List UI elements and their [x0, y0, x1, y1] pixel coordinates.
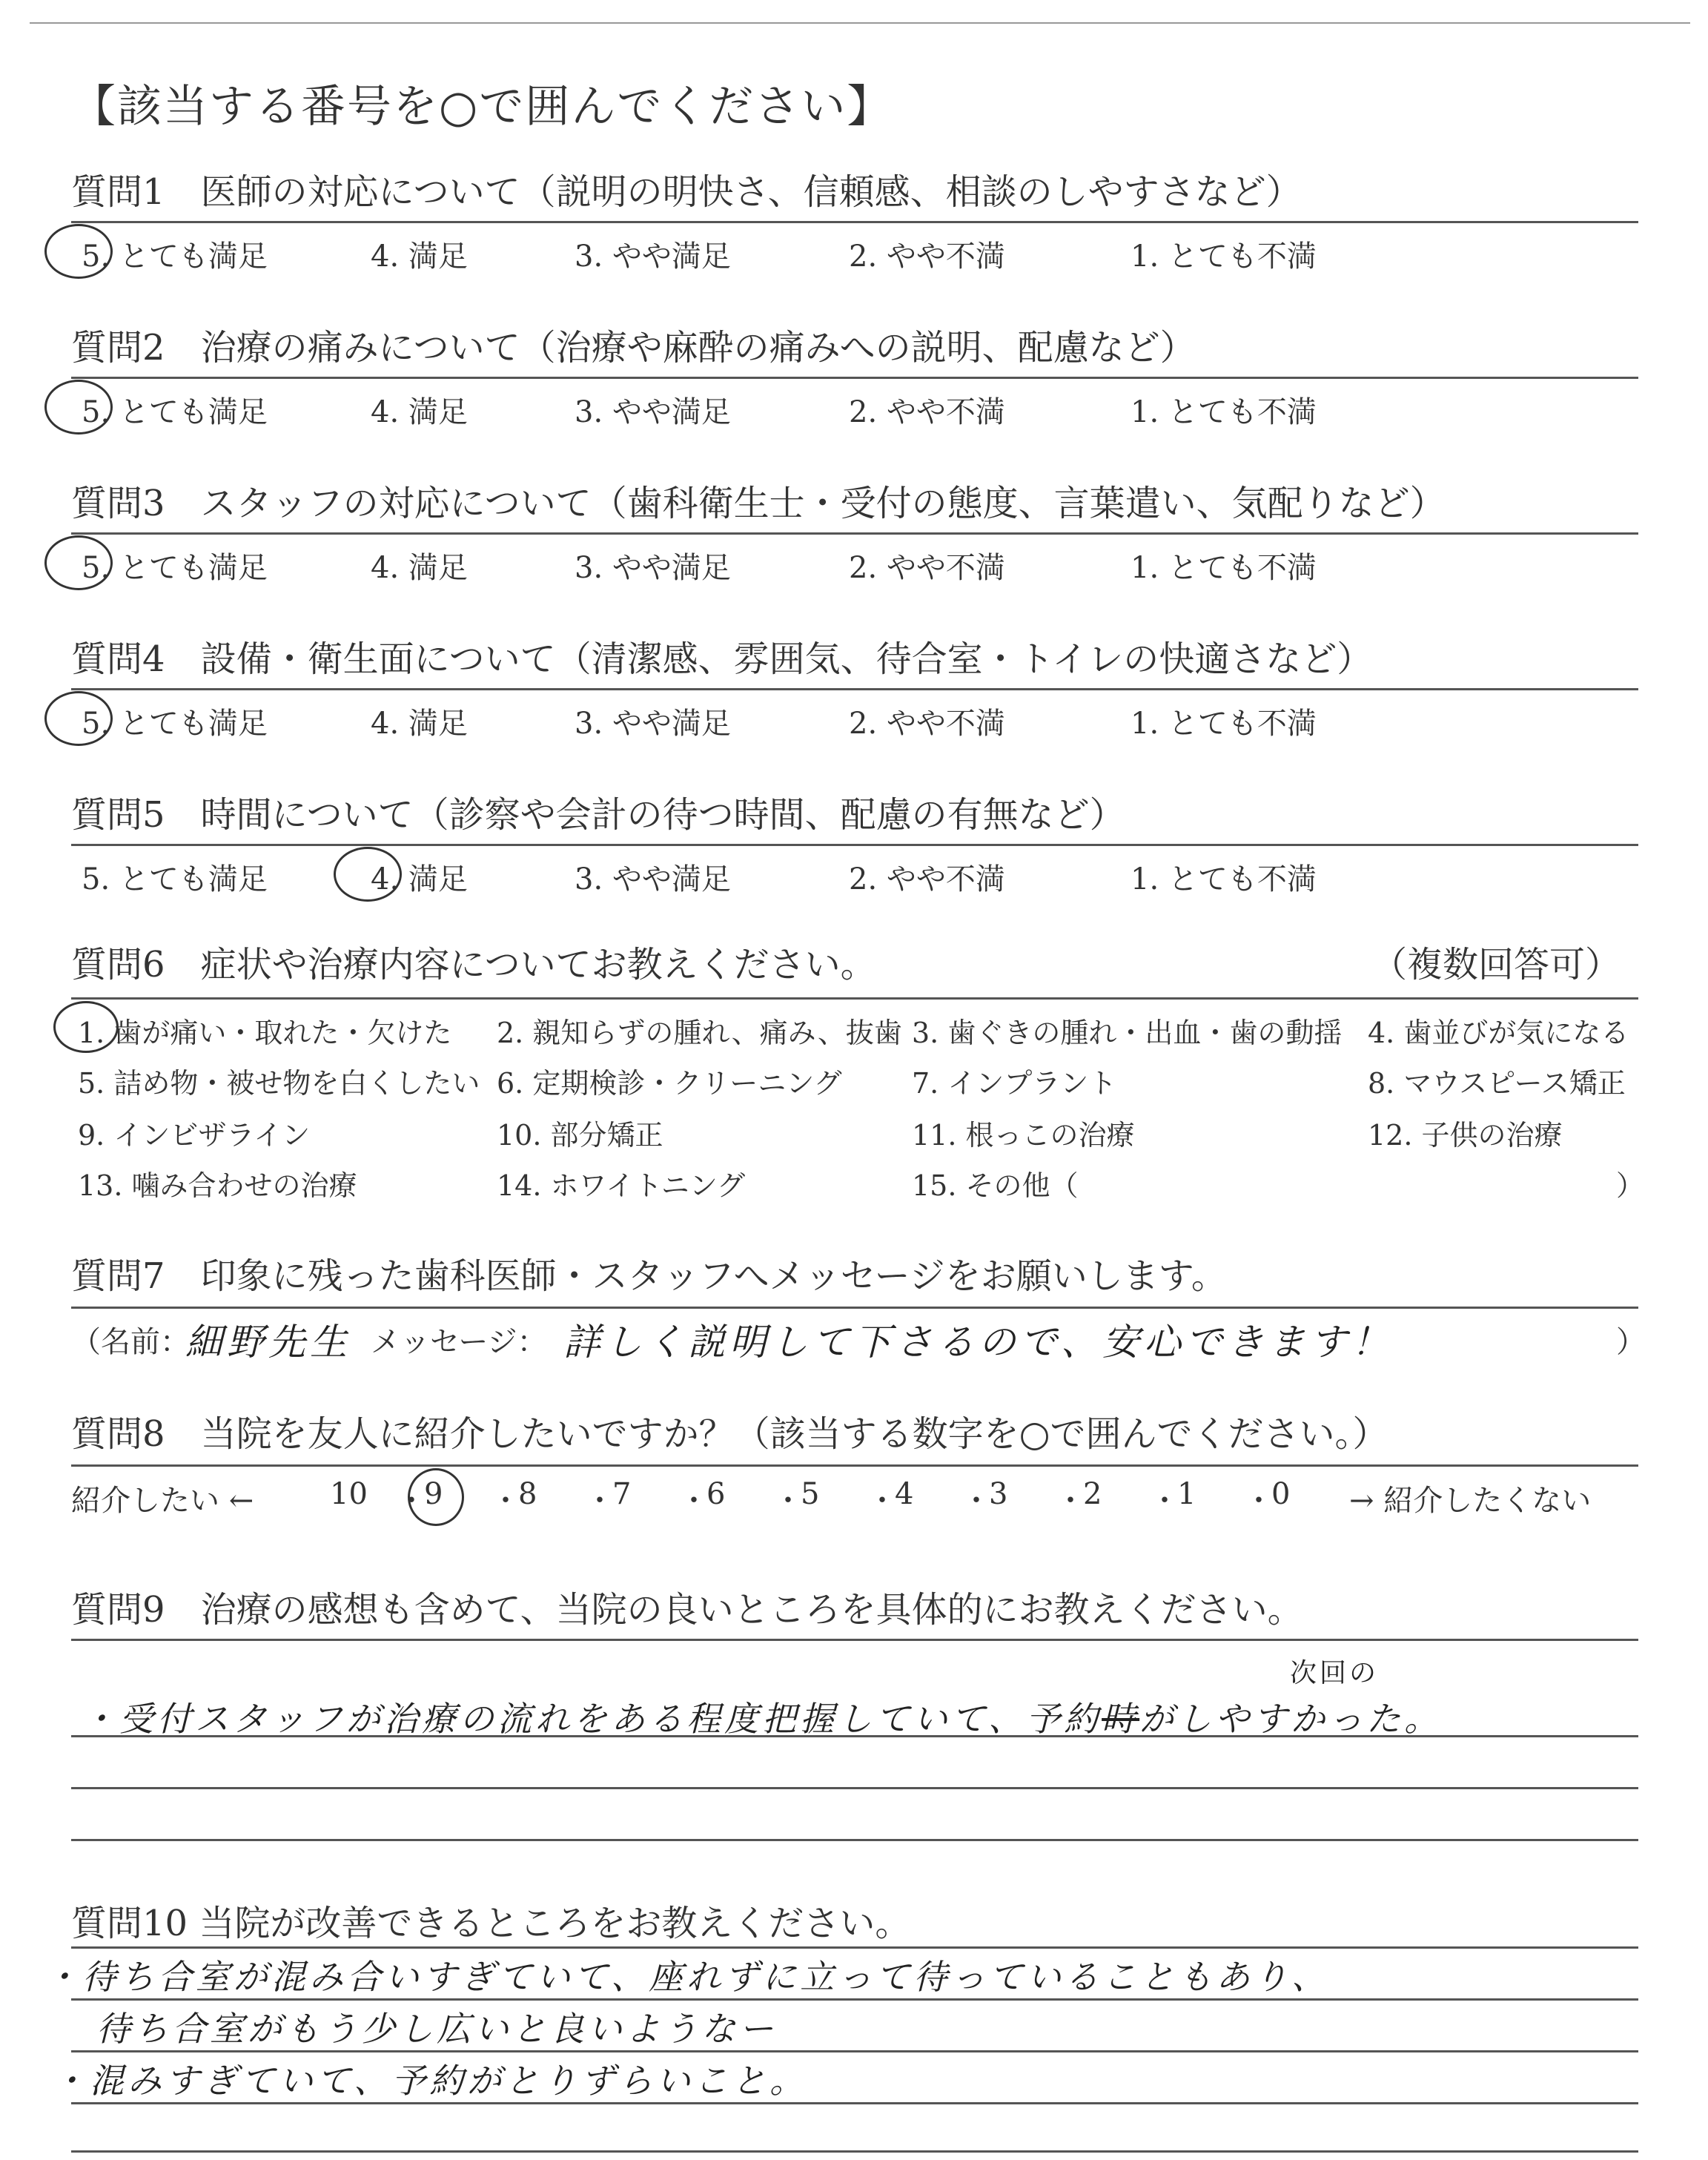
q9-answer-line-1 [71, 1735, 1638, 1737]
q10-answer-3: ・混みすぎていて、予約がとりずらいこと。 [52, 2061, 808, 2101]
q2-rule [71, 377, 1638, 379]
q6-note: （複数回答可） [1371, 944, 1621, 985]
q1-heading [71, 163, 1302, 214]
q7-message-value: 詳しく説明して下さるので、安心できます！ [563, 1321, 1393, 1364]
q7-close-paren: ） [1616, 1325, 1646, 1359]
q6-text: 症状や治療内容についてお教えください。 [200, 944, 876, 985]
top-border [30, 22, 1690, 24]
q9-text: 治療の感想も含めて、当院の良いところを具体的にお教えください。 [200, 1589, 1303, 1631]
q3-option-2[interactable]: 2. やや不満 [849, 551, 1005, 585]
q8-scale-separator: ・ [679, 1484, 709, 1518]
q4-heading [71, 630, 1372, 681]
q6-option-10[interactable]: 10. 部分矯正 [497, 1119, 663, 1152]
q8-label: 質問8 [71, 1413, 165, 1455]
q1-option-2[interactable]: 2. やや不満 [849, 240, 1005, 274]
q8-scale-1[interactable]: 1 [1177, 1477, 1196, 1511]
q6-selection-circle [53, 1001, 119, 1053]
q4-option-4[interactable]: 4. 満足 [371, 707, 468, 741]
q1-option-3[interactable]: 3. やや満足 [575, 240, 731, 274]
q1-option-4[interactable]: 4. 満足 [371, 240, 468, 274]
q10-text: 当院が改善できるところをお教えください。 [199, 1903, 911, 1944]
q8-rule [71, 1464, 1638, 1467]
q5-option-1[interactable]: 1. とても不満 [1131, 862, 1317, 896]
q3-option-3[interactable]: 3. やや満足 [575, 551, 731, 585]
q8-right-label: → 紹介したくない [1349, 1484, 1592, 1518]
q8-scale-separator: ・ [1244, 1484, 1274, 1518]
q8-selection-circle [408, 1468, 464, 1526]
q9-answer-main: ・受付スタッフが治療の流れをある程度把握していて、予約 [82, 1699, 1102, 1739]
q8-scale-8[interactable]: 8 [518, 1477, 537, 1511]
q1-rule [71, 221, 1638, 223]
q2-option-4[interactable]: 4. 満足 [371, 395, 468, 429]
q5-option-4[interactable]: 4. 満足 [371, 862, 468, 896]
q6-option-1[interactable]: 1. 歯が痛い・取れた・欠けた [78, 1017, 452, 1049]
q5-text: 時間について（診察や会計の待つ時間、配慮の有無など） [200, 794, 1125, 836]
q10-label: 質問10 [71, 1903, 188, 1944]
q6-option-9[interactable]: 9. インビザライン [78, 1119, 311, 1152]
q4-rule [71, 688, 1638, 690]
q6-option-3[interactable]: 3. 歯ぐきの腫れ・出血・歯の動揺 [912, 1017, 1343, 1049]
q4-label: 質問4 [71, 638, 165, 680]
q8-left-label: 紹介したい ← [71, 1484, 254, 1518]
q4-option-2[interactable]: 2. やや不満 [849, 707, 1005, 741]
q8-scale-separator: ・ [773, 1484, 803, 1518]
q9-answer [82, 1692, 1442, 1741]
q3-option-5[interactable]: 5. とても満足 [82, 551, 268, 585]
q8-scale-5[interactable]: 5 [801, 1477, 820, 1511]
q4-selection-circle [44, 691, 113, 746]
q1-text: 医師の対応について（説明の明快さ、信頼感、相談のしやすさなど） [200, 171, 1302, 213]
q6-option-2[interactable]: 2. 親知らずの腫れ、痛み、抜歯 [497, 1017, 902, 1049]
q8-scale-6[interactable]: 6 [706, 1477, 726, 1511]
q1-option-1[interactable]: 1. とても不満 [1131, 240, 1317, 274]
q8-heading [71, 1405, 1388, 1456]
q4-option-3[interactable]: 3. やや満足 [575, 707, 731, 741]
q8-scale-4[interactable]: 4 [895, 1477, 914, 1511]
q9-heading [71, 1581, 1303, 1632]
q5-option-3[interactable]: 3. やや満足 [575, 862, 731, 896]
q4-option-5[interactable]: 5. とても満足 [82, 707, 268, 741]
q8-scale-separator: ・ [867, 1484, 897, 1518]
q6-option-6[interactable]: 6. 定期検診・クリーニング [497, 1067, 842, 1100]
q9-answer-line-3 [71, 1839, 1638, 1841]
q5-label: 質問5 [71, 794, 165, 836]
q10-answer-line-2 [71, 2050, 1638, 2052]
q3-label: 質問3 [71, 483, 165, 524]
q9-rule [71, 1639, 1638, 1641]
q2-option-1[interactable]: 1. とても不満 [1131, 395, 1317, 429]
q7-name-value: 細野先生 [185, 1321, 351, 1364]
q4-option-1[interactable]: 1. とても不満 [1131, 707, 1317, 741]
q8-scale-7[interactable]: 7 [612, 1477, 632, 1511]
q10-answer-1: ・待ち合室が混み合いすぎていて、座れずに立って待っていることもあり、 [44, 1957, 1330, 1997]
q5-heading [71, 786, 1125, 837]
q8-scale-2[interactable]: 2 [1083, 1477, 1102, 1511]
q8-scale-separator: ・ [961, 1484, 991, 1518]
q3-rule [71, 532, 1638, 535]
q10-answer-line-1 [71, 1998, 1638, 2001]
q6-option-7[interactable]: 7. インプラント [912, 1067, 1117, 1100]
q3-text: スタッフの対応について（歯科衛生士・受付の態度、言葉遣い、気配りなど） [200, 483, 1446, 524]
q3-selection-circle [44, 535, 113, 590]
q5-selection-circle [334, 847, 402, 902]
q8-text: 当院を友人に紹介したいですか？（該当する数字を○で囲んでください。） [200, 1413, 1388, 1455]
q6-option-11[interactable]: 11. 根っこの治療 [912, 1119, 1135, 1152]
q8-scale-9[interactable]: 9 [424, 1477, 443, 1511]
q2-option-2[interactable]: 2. やや不満 [849, 395, 1005, 429]
q6-option-5[interactable]: 5. 詰め物・被せ物を白くしたい [78, 1067, 480, 1100]
q8-scale-separator: ・ [1056, 1484, 1085, 1518]
q10-answer-2: 待ち合室がもう少し広いと良いようなー [96, 2009, 777, 2049]
q7-label: 質問7 [71, 1255, 165, 1297]
q6-option-4[interactable]: 4. 歯並びが気になる [1368, 1017, 1629, 1049]
q9-answer-note: 次回の [1290, 1658, 1380, 1688]
q4-text: 設備・衛生面について（清潔感、雰囲気、待合室・トイレの快適さなど） [200, 638, 1373, 680]
q7-message-prefix: メッセージ： [371, 1325, 547, 1359]
q6-rule [71, 997, 1638, 1000]
q2-selection-circle [44, 380, 113, 435]
q3-heading [71, 475, 1446, 526]
q6-option-13[interactable]: 13. 噛み合わせの治療 [78, 1169, 357, 1202]
q6-heading [71, 936, 876, 987]
q7-heading [71, 1247, 1227, 1298]
q6-option-8[interactable]: 8. マウスピース矯正 [1368, 1067, 1626, 1100]
q2-label: 質問2 [71, 327, 165, 369]
q7-rule [71, 1307, 1638, 1309]
q6-close-paren: ） [1616, 1169, 1645, 1202]
q3-option-4[interactable]: 4. 満足 [371, 551, 468, 585]
q5-option-5[interactable]: 5. とても満足 [82, 862, 268, 896]
q6-option-15[interactable]: 15. その他（ [912, 1169, 1079, 1202]
q8-scale-separator: ・ [1150, 1484, 1179, 1518]
q1-selection-circle [44, 224, 113, 279]
q10-answer-line-4 [71, 2150, 1638, 2153]
q1-option-5[interactable]: 5. とても満足 [82, 240, 268, 274]
q8-scale-3[interactable]: 3 [989, 1477, 1008, 1511]
q8-scale-10[interactable]: 10 [330, 1477, 368, 1511]
q2-text: 治療の痛みについて（治療や麻酔の痛みへの説明、配慮など） [200, 327, 1196, 369]
q3-option-1[interactable]: 1. とても不満 [1131, 551, 1317, 585]
page-title: 【該当する番号を○で囲んでください】 [71, 81, 893, 133]
q7-name-prefix: （名前： [71, 1325, 190, 1359]
q6-label: 質問6 [71, 944, 165, 985]
q2-option-5[interactable]: 5. とても満足 [82, 395, 268, 429]
q8-scale-separator: ・ [585, 1484, 615, 1518]
q8-scale-separator: ・ [491, 1484, 520, 1518]
q6-option-12[interactable]: 12. 子供の治療 [1368, 1119, 1563, 1152]
q9-answer-line-2 [71, 1787, 1638, 1789]
q9-label: 質問9 [71, 1589, 165, 1631]
q8-scale-0[interactable]: 0 [1271, 1477, 1291, 1511]
q10-heading [71, 1895, 910, 1946]
q9-answer-end: がしやすかった。 [1139, 1699, 1443, 1739]
q7-text: 印象に残った歯科医師・スタッフへメッセージをお願いします。 [200, 1255, 1227, 1297]
q5-option-2[interactable]: 2. やや不満 [849, 862, 1005, 896]
q8-scale-separator: ・ [397, 1484, 426, 1518]
q1-label: 質問1 [71, 171, 165, 213]
q9-answer-struck: 時 [1102, 1699, 1140, 1739]
q5-rule [71, 844, 1638, 846]
q10-rule [71, 1946, 1638, 1949]
q10-answer-line-3 [71, 2102, 1638, 2104]
q2-heading [71, 319, 1196, 370]
q6-option-14[interactable]: 14. ホワイトニング [497, 1169, 746, 1202]
q2-option-3[interactable]: 3. やや満足 [575, 395, 731, 429]
